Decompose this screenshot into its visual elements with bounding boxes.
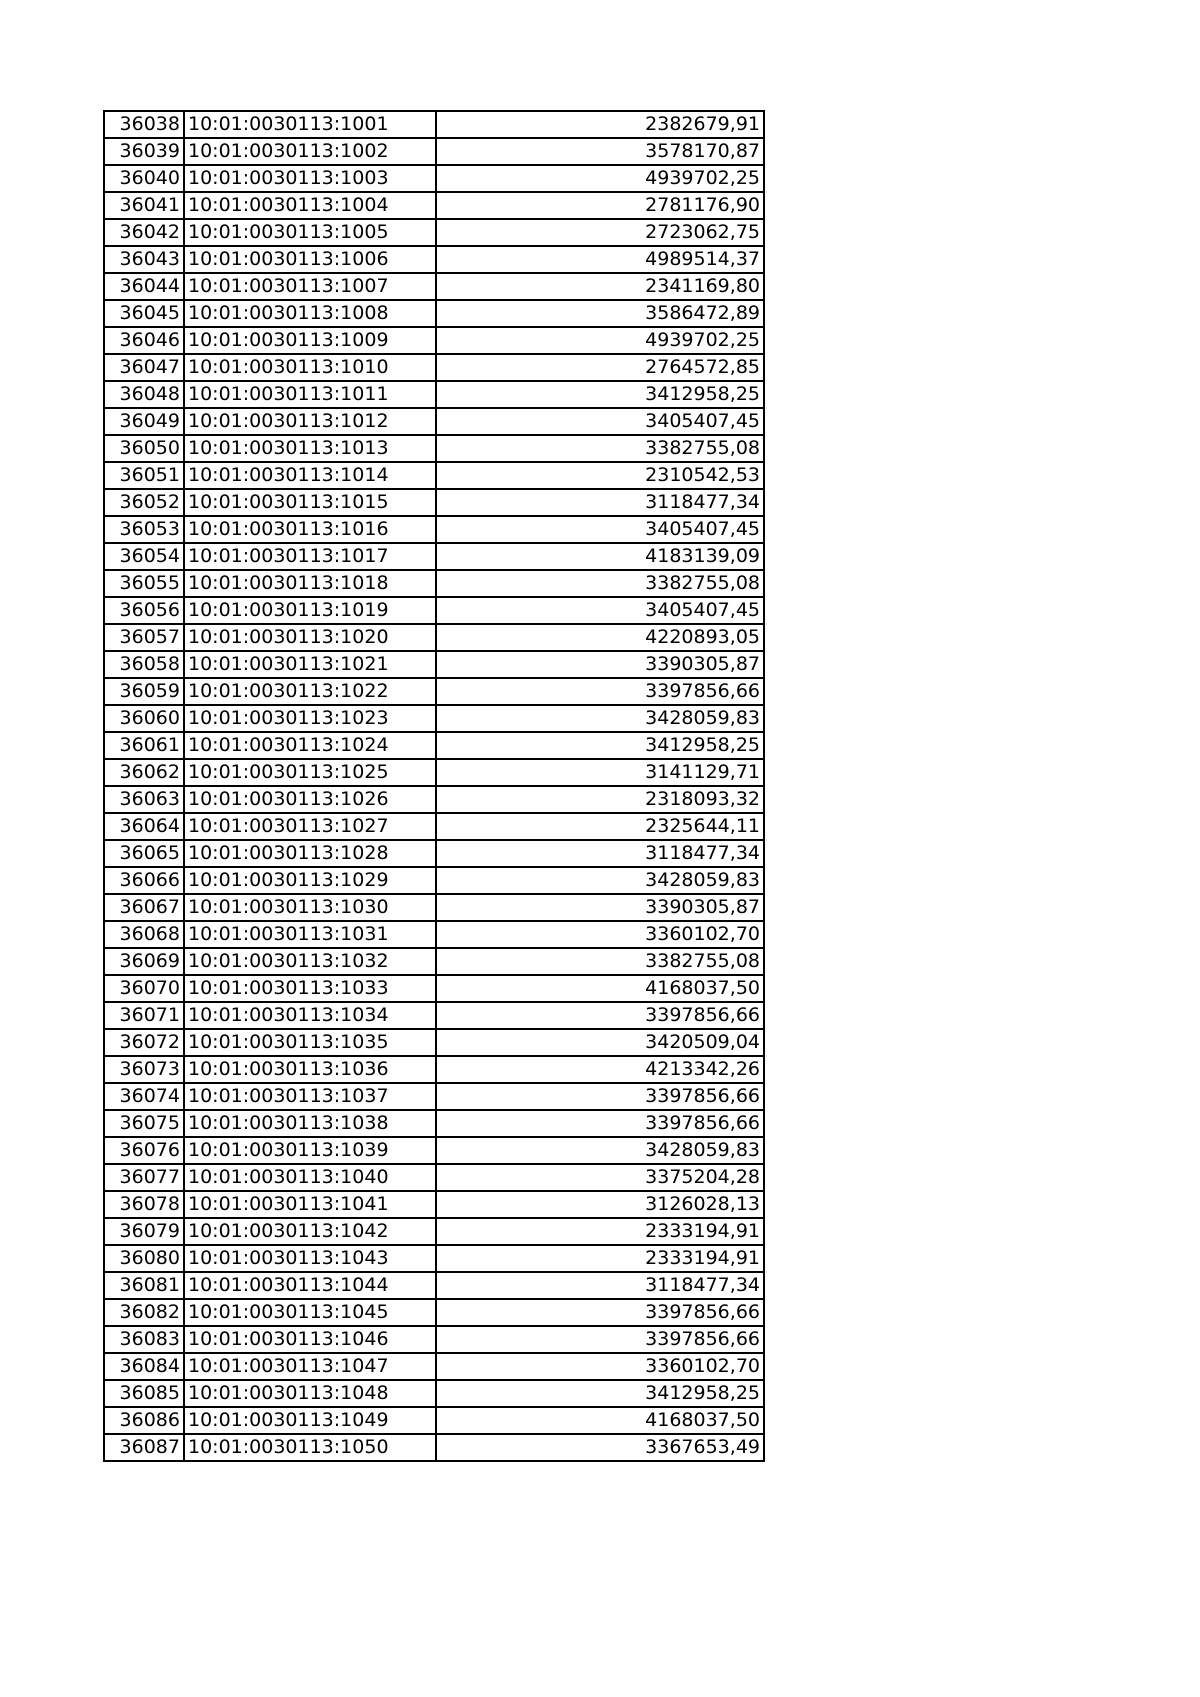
row-number-cell: 36043 [104, 246, 184, 273]
cadastral-number-cell: 10:01:0030113:1005 [184, 219, 436, 246]
table-row [104, 165, 764, 192]
cadastral-number-cell: 10:01:0030113:1035 [184, 1029, 436, 1056]
table-row [104, 1407, 764, 1434]
cadastral-number-cell: 10:01:0030113:1021 [184, 651, 436, 678]
row-number-cell: 36048 [104, 381, 184, 408]
cadastral-value-cell: 4183139,09 [436, 543, 764, 570]
row-number-cell: 36084 [104, 1353, 184, 1380]
cadastral-number-cell: 10:01:0030113:1041 [184, 1191, 436, 1218]
cadastral-value-cell: 3390305,87 [436, 651, 764, 678]
table-row [104, 678, 764, 705]
row-number-cell: 36063 [104, 786, 184, 813]
table-row [104, 1326, 764, 1353]
table-row [104, 1299, 764, 1326]
table-row [104, 1434, 764, 1461]
table-row [104, 597, 764, 624]
row-number-cell: 36057 [104, 624, 184, 651]
cadastral-number-cell: 10:01:0030113:1032 [184, 948, 436, 975]
table-row [104, 516, 764, 543]
cadastral-value-cell: 3428059,83 [436, 867, 764, 894]
cadastral-value-cell: 3428059,83 [436, 705, 764, 732]
row-number-cell: 36056 [104, 597, 184, 624]
cadastral-value-cell: 2310542,53 [436, 462, 764, 489]
cadastral-value-cell: 3412958,25 [436, 732, 764, 759]
row-number-cell: 36046 [104, 327, 184, 354]
cadastral-value-table [103, 110, 765, 1462]
cadastral-number-cell: 10:01:0030113:1028 [184, 840, 436, 867]
cadastral-number-cell: 10:01:0030113:1029 [184, 867, 436, 894]
cadastral-number-cell: 10:01:0030113:1049 [184, 1407, 436, 1434]
table-row [104, 273, 764, 300]
table-row [104, 1137, 764, 1164]
cadastral-number-cell: 10:01:0030113:1003 [184, 165, 436, 192]
cadastral-value-cell: 4168037,50 [436, 975, 764, 1002]
row-number-cell: 36087 [104, 1434, 184, 1461]
cadastral-value-cell: 2318093,32 [436, 786, 764, 813]
cadastral-value-cell: 3412958,25 [436, 1380, 764, 1407]
table-row [104, 489, 764, 516]
row-number-cell: 36041 [104, 192, 184, 219]
cadastral-number-cell: 10:01:0030113:1031 [184, 921, 436, 948]
table-row [104, 705, 764, 732]
row-number-cell: 36076 [104, 1137, 184, 1164]
cadastral-number-cell: 10:01:0030113:1011 [184, 381, 436, 408]
cadastral-value-cell: 4168037,50 [436, 1407, 764, 1434]
cadastral-value-cell: 3141129,71 [436, 759, 764, 786]
cadastral-number-cell: 10:01:0030113:1013 [184, 435, 436, 462]
cadastral-value-cell: 3397856,66 [436, 1326, 764, 1353]
row-number-cell: 36058 [104, 651, 184, 678]
table-row [104, 921, 764, 948]
row-number-cell: 36066 [104, 867, 184, 894]
table-row [104, 138, 764, 165]
cadastral-value-cell: 3375204,28 [436, 1164, 764, 1191]
cadastral-number-cell: 10:01:0030113:1048 [184, 1380, 436, 1407]
table-row [104, 1056, 764, 1083]
row-number-cell: 36072 [104, 1029, 184, 1056]
cadastral-value-cell: 3382755,08 [436, 570, 764, 597]
row-number-cell: 36054 [104, 543, 184, 570]
cadastral-number-cell: 10:01:0030113:1036 [184, 1056, 436, 1083]
cadastral-number-cell: 10:01:0030113:1001 [184, 111, 436, 138]
table-row [104, 1191, 764, 1218]
cadastral-value-cell: 3586472,89 [436, 300, 764, 327]
cadastral-value-cell: 3405407,45 [436, 408, 764, 435]
table-row [104, 246, 764, 273]
cadastral-number-cell: 10:01:0030113:1027 [184, 813, 436, 840]
table-row [104, 1002, 764, 1029]
cadastral-number-cell: 10:01:0030113:1009 [184, 327, 436, 354]
cadastral-number-cell: 10:01:0030113:1033 [184, 975, 436, 1002]
row-number-cell: 36083 [104, 1326, 184, 1353]
row-number-cell: 36077 [104, 1164, 184, 1191]
row-number-cell: 36068 [104, 921, 184, 948]
cadastral-number-cell: 10:01:0030113:1007 [184, 273, 436, 300]
cadastral-value-cell: 3397856,66 [436, 1083, 764, 1110]
table-row [104, 759, 764, 786]
cadastral-number-cell: 10:01:0030113:1037 [184, 1083, 436, 1110]
table-row [104, 300, 764, 327]
row-number-cell: 36080 [104, 1245, 184, 1272]
row-number-cell: 36062 [104, 759, 184, 786]
cadastral-value-cell: 4939702,25 [436, 327, 764, 354]
cadastral-value-cell: 4989514,37 [436, 246, 764, 273]
table-row [104, 435, 764, 462]
row-number-cell: 36051 [104, 462, 184, 489]
row-number-cell: 36070 [104, 975, 184, 1002]
cadastral-number-cell: 10:01:0030113:1004 [184, 192, 436, 219]
table-row [104, 408, 764, 435]
table-row [104, 354, 764, 381]
row-number-cell: 36071 [104, 1002, 184, 1029]
row-number-cell: 36067 [104, 894, 184, 921]
cadastral-value-cell: 2382679,91 [436, 111, 764, 138]
row-number-cell: 36055 [104, 570, 184, 597]
table-row [104, 1218, 764, 1245]
cadastral-value-cell: 3397856,66 [436, 1299, 764, 1326]
cadastral-number-cell: 10:01:0030113:1040 [184, 1164, 436, 1191]
cadastral-number-cell: 10:01:0030113:1039 [184, 1137, 436, 1164]
cadastral-value-cell: 3382755,08 [436, 948, 764, 975]
cadastral-value-cell: 3405407,45 [436, 597, 764, 624]
table-row [104, 867, 764, 894]
row-number-cell: 36081 [104, 1272, 184, 1299]
cadastral-number-cell: 10:01:0030113:1018 [184, 570, 436, 597]
table-row [104, 1380, 764, 1407]
row-number-cell: 36064 [104, 813, 184, 840]
row-number-cell: 36086 [104, 1407, 184, 1434]
cadastral-number-cell: 10:01:0030113:1045 [184, 1299, 436, 1326]
row-number-cell: 36059 [104, 678, 184, 705]
cadastral-value-cell: 2341169,80 [436, 273, 764, 300]
row-number-cell: 36082 [104, 1299, 184, 1326]
row-number-cell: 36074 [104, 1083, 184, 1110]
cadastral-value-cell: 2781176,90 [436, 192, 764, 219]
cadastral-number-cell: 10:01:0030113:1002 [184, 138, 436, 165]
cadastral-value-cell: 3412958,25 [436, 381, 764, 408]
table-row [104, 732, 764, 759]
cadastral-number-cell: 10:01:0030113:1023 [184, 705, 436, 732]
cadastral-value-cell: 3428059,83 [436, 1137, 764, 1164]
table-row [104, 1272, 764, 1299]
cadastral-value-cell: 3126028,13 [436, 1191, 764, 1218]
table-row [104, 543, 764, 570]
cadastral-value-cell: 3118477,34 [436, 1272, 764, 1299]
row-number-cell: 36045 [104, 300, 184, 327]
cadastral-value-cell: 4220893,05 [436, 624, 764, 651]
cadastral-value-cell: 3397856,66 [436, 1110, 764, 1137]
row-number-cell: 36047 [104, 354, 184, 381]
row-number-cell: 36053 [104, 516, 184, 543]
cadastral-value-cell: 3360102,70 [436, 1353, 764, 1380]
table-row [104, 1110, 764, 1137]
row-number-cell: 36039 [104, 138, 184, 165]
cadastral-value-cell: 2333194,91 [436, 1218, 764, 1245]
table-row [104, 1353, 764, 1380]
row-number-cell: 36040 [104, 165, 184, 192]
cadastral-number-cell: 10:01:0030113:1047 [184, 1353, 436, 1380]
cadastral-number-cell: 10:01:0030113:1044 [184, 1272, 436, 1299]
row-number-cell: 36060 [104, 705, 184, 732]
cadastral-number-cell: 10:01:0030113:1026 [184, 786, 436, 813]
cadastral-value-cell: 3382755,08 [436, 435, 764, 462]
cadastral-number-cell: 10:01:0030113:1034 [184, 1002, 436, 1029]
cadastral-value-cell: 3578170,87 [436, 138, 764, 165]
table-row [104, 1245, 764, 1272]
cadastral-value-cell: 3405407,45 [436, 516, 764, 543]
cadastral-value-cell: 2333194,91 [436, 1245, 764, 1272]
row-number-cell: 36061 [104, 732, 184, 759]
cadastral-value-cell: 3390305,87 [436, 894, 764, 921]
cadastral-number-cell: 10:01:0030113:1019 [184, 597, 436, 624]
cadastral-number-cell: 10:01:0030113:1050 [184, 1434, 436, 1461]
table-row [104, 1029, 764, 1056]
cadastral-number-cell: 10:01:0030113:1030 [184, 894, 436, 921]
cadastral-number-cell: 10:01:0030113:1017 [184, 543, 436, 570]
cadastral-value-cell: 4939702,25 [436, 165, 764, 192]
cadastral-number-cell: 10:01:0030113:1025 [184, 759, 436, 786]
table-row [104, 111, 764, 138]
cadastral-value-cell: 3420509,04 [436, 1029, 764, 1056]
table-row [104, 570, 764, 597]
row-number-cell: 36049 [104, 408, 184, 435]
cadastral-value-cell: 3397856,66 [436, 678, 764, 705]
cadastral-number-cell: 10:01:0030113:1042 [184, 1218, 436, 1245]
cadastral-value-cell: 3118477,34 [436, 840, 764, 867]
table-row [104, 894, 764, 921]
cadastral-value-cell: 2325644,11 [436, 813, 764, 840]
cadastral-value-cell: 3360102,70 [436, 921, 764, 948]
row-number-cell: 36079 [104, 1218, 184, 1245]
row-number-cell: 36052 [104, 489, 184, 516]
cadastral-number-cell: 10:01:0030113:1043 [184, 1245, 436, 1272]
cadastral-number-cell: 10:01:0030113:1012 [184, 408, 436, 435]
table-row [104, 786, 764, 813]
table-row [104, 1164, 764, 1191]
cadastral-number-cell: 10:01:0030113:1022 [184, 678, 436, 705]
row-number-cell: 36042 [104, 219, 184, 246]
table-row [104, 327, 764, 354]
row-number-cell: 36044 [104, 273, 184, 300]
cadastral-value-cell: 2723062,75 [436, 219, 764, 246]
table-body [104, 111, 764, 1461]
cadastral-value-cell: 4213342,26 [436, 1056, 764, 1083]
table-row [104, 624, 764, 651]
table-row [104, 219, 764, 246]
table-row [104, 462, 764, 489]
row-number-cell: 36069 [104, 948, 184, 975]
row-number-cell: 36075 [104, 1110, 184, 1137]
cadastral-value-cell: 3118477,34 [436, 489, 764, 516]
row-number-cell: 36085 [104, 1380, 184, 1407]
cadastral-number-cell: 10:01:0030113:1015 [184, 489, 436, 516]
row-number-cell: 36073 [104, 1056, 184, 1083]
table-row [104, 813, 764, 840]
cadastral-value-cell: 3397856,66 [436, 1002, 764, 1029]
table-row [104, 975, 764, 1002]
cadastral-number-cell: 10:01:0030113:1006 [184, 246, 436, 273]
row-number-cell: 36065 [104, 840, 184, 867]
cadastral-number-cell: 10:01:0030113:1020 [184, 624, 436, 651]
table-row [104, 948, 764, 975]
table-row [104, 840, 764, 867]
cadastral-number-cell: 10:01:0030113:1010 [184, 354, 436, 381]
cadastral-number-cell: 10:01:0030113:1024 [184, 732, 436, 759]
cadastral-number-cell: 10:01:0030113:1016 [184, 516, 436, 543]
cadastral-value-cell: 2764572,85 [436, 354, 764, 381]
table-row [104, 651, 764, 678]
cadastral-number-cell: 10:01:0030113:1046 [184, 1326, 436, 1353]
table-row [104, 192, 764, 219]
cadastral-number-cell: 10:01:0030113:1038 [184, 1110, 436, 1137]
row-number-cell: 36038 [104, 111, 184, 138]
cadastral-number-cell: 10:01:0030113:1008 [184, 300, 436, 327]
table-row [104, 1083, 764, 1110]
cadastral-value-cell: 3367653,49 [436, 1434, 764, 1461]
row-number-cell: 36078 [104, 1191, 184, 1218]
row-number-cell: 36050 [104, 435, 184, 462]
table-row [104, 381, 764, 408]
cadastral-number-cell: 10:01:0030113:1014 [184, 462, 436, 489]
